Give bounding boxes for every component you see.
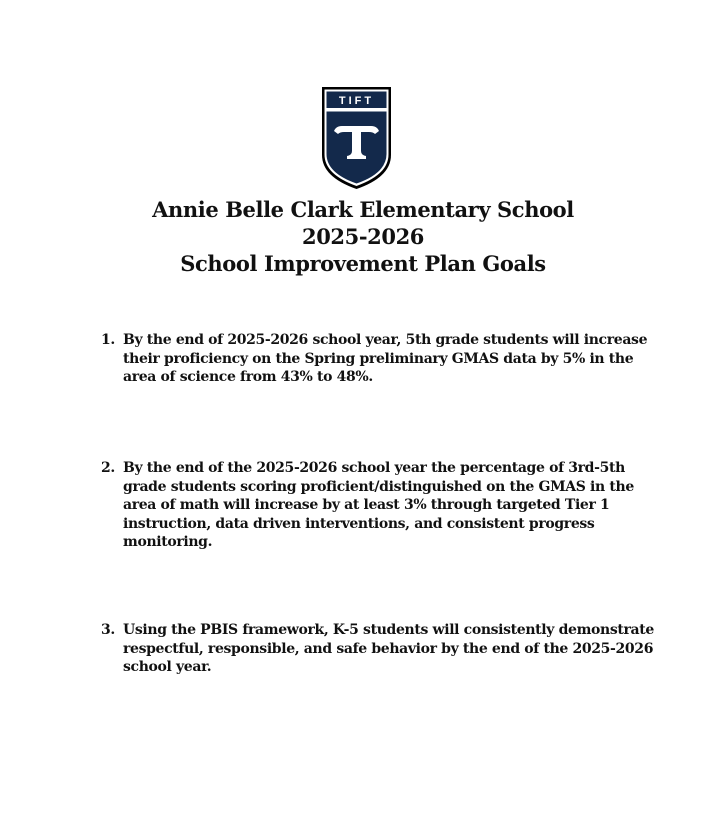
goal-item-2 <box>101 459 661 552</box>
tift-shield-logo <box>320 85 393 191</box>
goal-text: By the end of 2025-2026 school year, 5th grade students will increase their proficiency on the Spring preliminary GMAS data by 5% in the area of science from 43% to 48%. <box>123 332 648 385</box>
school-name-title: Annie Belle Clark Elementary School <box>152 197 574 222</box>
goal-item-1 <box>101 331 661 387</box>
goal-number: 3. <box>101 622 115 638</box>
goal-number: 2. <box>101 460 115 476</box>
tift-shield-icon <box>320 85 393 191</box>
goal-text: By the end of the 2025-2026 school year the percentage of 3rd-5th grade students scoring proficient/distinguished on the GMAS in the area of math will increase by at least 3% through targeted Tier 1 instruction, data driven interventions, and consistent progress monitoring. <box>123 460 634 550</box>
goal-item-3 <box>101 621 661 677</box>
goal-number: 1. <box>101 332 115 348</box>
goal-text: Using the PBIS framework, K-5 students will consistently demonstrate respectful, responsible, and safe behavior by the end of the 2025-2026 school year. <box>123 622 654 675</box>
page-heading <box>0 196 726 277</box>
logo-tift-text: TIFT <box>338 95 375 107</box>
plan-goals-title: School Improvement Plan Goals <box>180 251 546 276</box>
school-year-title: 2025-2026 <box>301 224 424 249</box>
